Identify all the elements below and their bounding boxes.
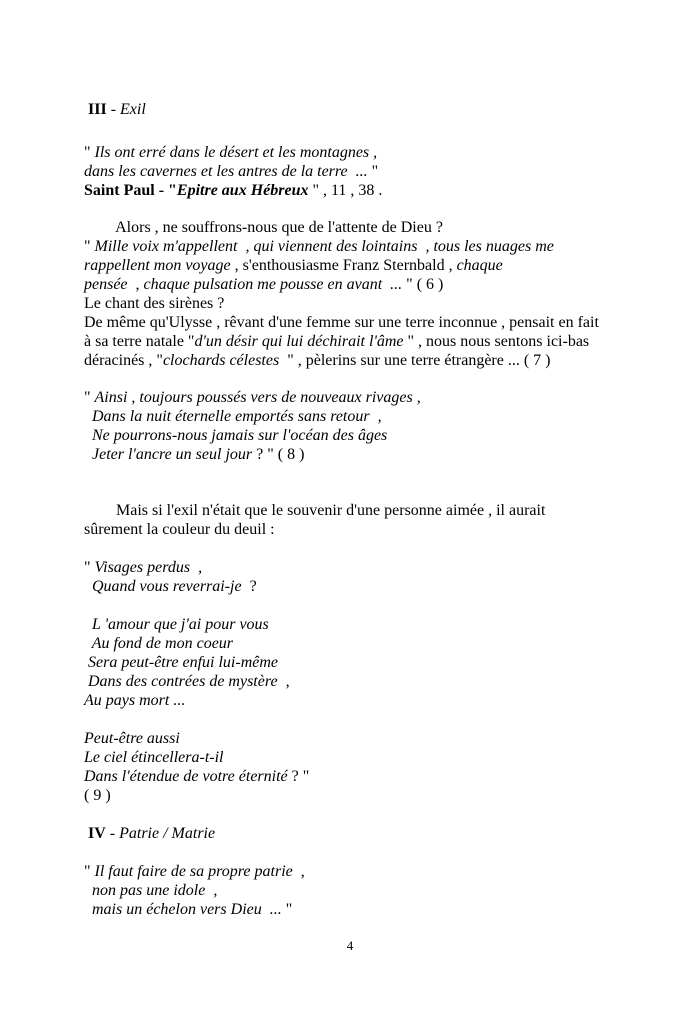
poem-2-stanza-1-line-1: " Visages perdus , [84,559,203,576]
paragraph-1-line-4: pensée , chaque pulsation me pousse en avant ... " ( 6 ) [84,276,444,293]
poem-1-line-2: Dans la nuit éternelle emportés sans retour , [84,408,382,425]
poem-1-line-1: " Ainsi , toujours poussés vers de nouveaux rivages , [84,389,421,406]
paragraph-2-line-1: Mais si l'exil n'était que le souvenir d'une personne aimée , il aurait [84,502,546,519]
epigraph-line-1: " Ils ont erré dans le désert et les montagnes , [84,144,378,161]
section-heading-4: IV - Patrie / Matrie [88,825,216,842]
paragraph-1-line-2: " Mille voix m'appellent , qui viennent des lointains , tous les nuages me [84,238,554,255]
poem-2-stanza-2-line-5: Au pays mort ... [84,692,186,709]
poem-2-stanza-2-line-1: L 'amour que j'ai pour vous [84,616,269,633]
paragraph-1-line-7: à sa terre natale "d'un désir qui lui déchirait l'âme " , nous nous sentons ici-bas [84,333,590,350]
epigraph-attribution: Saint Paul - "Epitre aux Hébreux " , 11 , 38 . [84,182,383,199]
paragraph-1-line-3: rappellent mon voyage , s'enthousiasme Franz Sternbald , chaque [84,257,503,274]
poem-2-stanza-3-line-2: Le ciel étincellera-t-il [84,749,224,766]
section-heading-3: III - Exil [88,101,146,118]
poem-2-stanza-3-line-3: Dans l'étendue de votre éternité ? " [84,768,310,785]
epigraph-2-line-3: mais un échelon vers Dieu ... " [84,901,293,918]
poem-2-stanza-2-line-4: Dans des contrées de mystère , [84,673,290,690]
paragraph-1-line-6: De même qu'Ulysse , rêvant d'une femme sur une terre inconnue , pensait en fait [84,314,599,331]
paragraph-1-line-1: Alors , ne souffrons-nous que de l'attente de Dieu ? [84,219,443,236]
poem-2-stanza-2-line-2: Au fond de mon coeur [84,635,234,652]
poem-1-line-4: Jeter l'ancre un seul jour ? " ( 8 ) [84,446,305,463]
poem-2-stanza-3-line-1: Peut-être aussi [84,730,180,747]
poem-2-stanza-1-line-2: Quand vous reverrai-je ? [84,578,257,595]
epigraph-2-line-1: " Il faut faire de sa propre patrie , [84,863,305,880]
epigraph-line-2: dans les cavernes et les antres de la terre ... " [84,163,379,180]
paragraph-1-line-5: Le chant des sirènes ? [84,295,225,312]
page-number: 4 [346,938,354,953]
poem-2-stanza-2-line-3: Sera peut-être enfui lui-même [84,654,279,671]
poem-2-reference: ( 9 ) [84,787,111,804]
paragraph-1-line-8: déracinés , "clochards célestes " , pèlerins sur une terre étrangère ... ( 7 ) [84,352,551,369]
paragraph-2-line-2: sûrement la couleur du deuil : [84,521,275,538]
poem-1-line-3: Ne pourrons-nous jamais sur l'océan des âges [84,427,388,444]
epigraph-2-line-2: non pas une idole , [84,882,218,899]
